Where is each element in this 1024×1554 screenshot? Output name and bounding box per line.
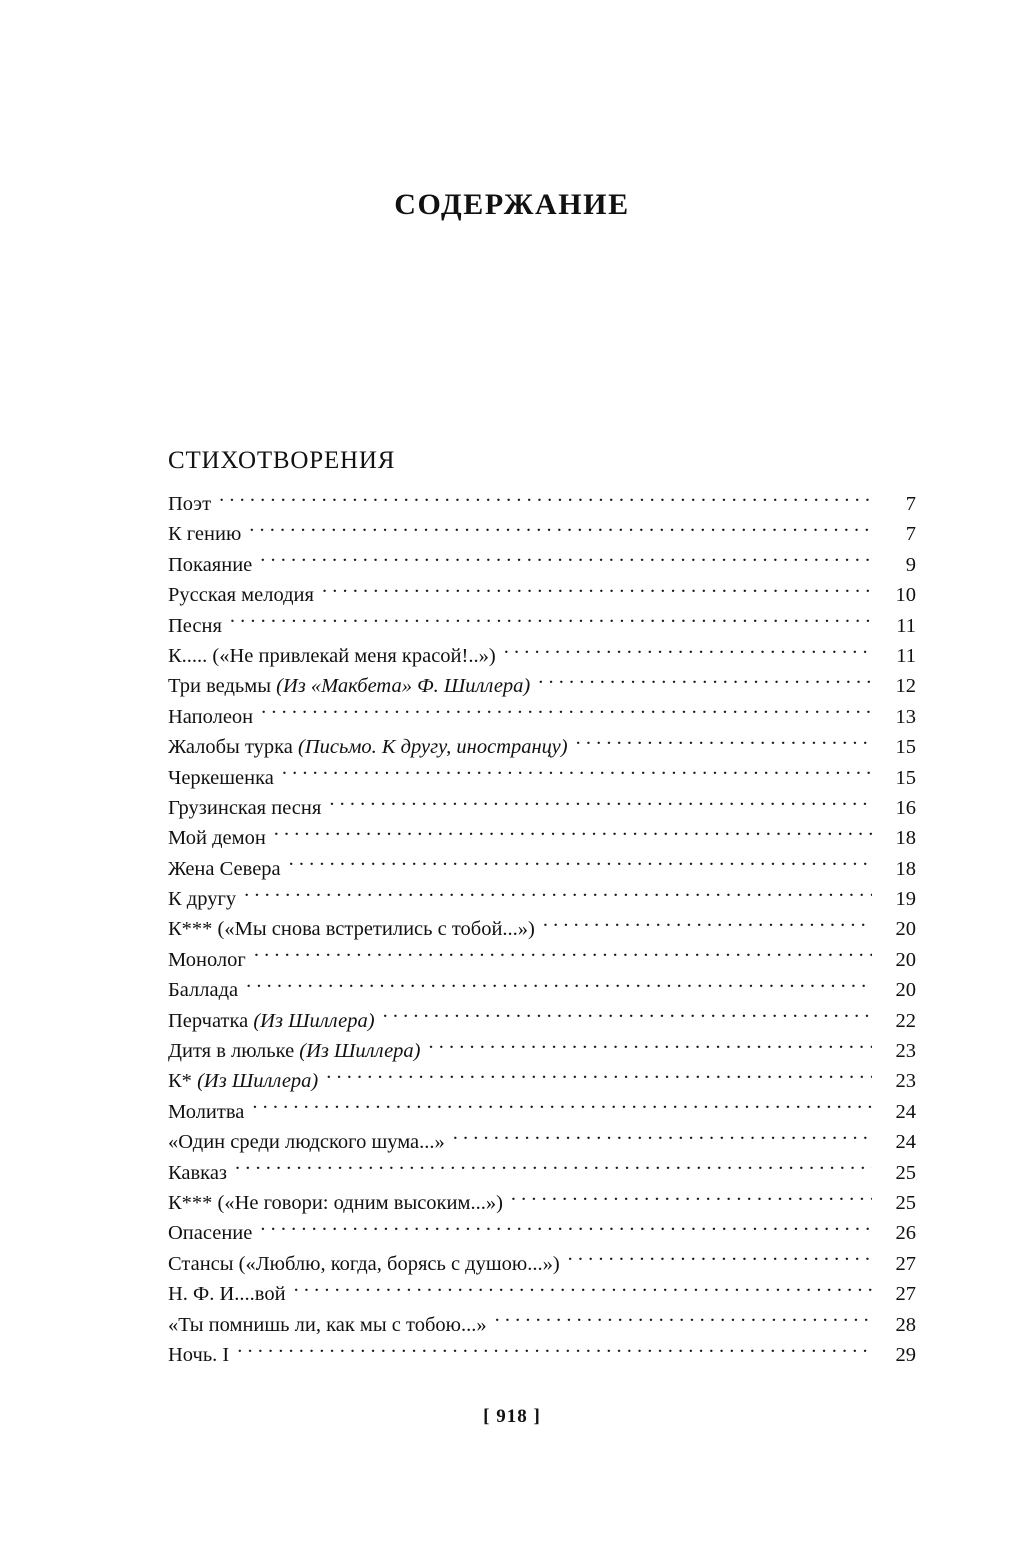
toc-entry-page-number: 13 — [895, 705, 916, 728]
toc-entry-title-text: Мой демон — [168, 827, 266, 850]
toc-entry-page-number: 20 — [895, 918, 916, 941]
toc-entry-title — [168, 763, 280, 793]
dot-leader — [235, 1158, 872, 1179]
toc-entry-page-number: 28 — [895, 1313, 916, 1336]
toc-entry[interactable] — [168, 550, 916, 580]
toc-entry-title — [168, 1127, 451, 1157]
dot-leader — [568, 1249, 872, 1270]
toc-entry-title — [168, 671, 536, 701]
toc-entry[interactable] — [168, 793, 916, 823]
toc-entry[interactable] — [168, 1279, 916, 1309]
dot-leader — [244, 885, 872, 906]
toc-entry-page-number: 19 — [895, 888, 916, 911]
toc-entry[interactable] — [168, 763, 916, 793]
dot-leader — [495, 1310, 872, 1331]
toc-entry-page-number: 23 — [895, 1070, 916, 1093]
toc-entry-page-number: 18 — [895, 857, 916, 880]
page-title: СОДЕРЖАНИЕ — [394, 188, 630, 222]
toc-entry[interactable] — [168, 914, 916, 944]
toc-entry-title — [168, 823, 272, 853]
toc-entry-title-text: Молитва — [168, 1100, 245, 1123]
toc-entry-title-text: К другу — [168, 888, 237, 911]
toc-entry-title — [168, 611, 228, 641]
toc-entry-page-number: 26 — [895, 1222, 916, 1245]
toc-entry[interactable] — [168, 1310, 916, 1340]
toc-entry-title — [168, 1279, 292, 1309]
toc-entry-title — [168, 732, 574, 762]
toc-entry-page-number: 20 — [895, 979, 916, 1002]
toc-entry[interactable] — [168, 1127, 916, 1157]
toc-entry-title — [168, 702, 259, 732]
toc-entry-title — [168, 1340, 235, 1370]
toc-entry-page-number: 7 — [905, 493, 916, 515]
toc-entry[interactable] — [168, 945, 916, 975]
dot-leader — [282, 763, 872, 784]
toc-entry-title-text: Грузинская песня — [168, 796, 322, 819]
dot-leader — [429, 1037, 873, 1058]
toc-entry-title-text: Н. Ф. И....вой — [168, 1283, 286, 1306]
dot-leader — [326, 1067, 872, 1088]
toc-entry-title-text: Три ведьмы — [168, 675, 277, 698]
toc-entry-page-number: 23 — [895, 1040, 916, 1063]
toc-entry-title-text: К*** («Не говори: одним высоким...») — [168, 1191, 503, 1214]
toc-entry[interactable] — [168, 671, 916, 701]
toc-entry-title-text: К гению — [168, 523, 242, 546]
toc-entry-title — [168, 1158, 233, 1188]
toc-entry-title-text: Баллада — [168, 979, 239, 1002]
toc-entry-title — [168, 914, 541, 944]
toc-entry[interactable] — [168, 823, 916, 853]
toc-entry-subtitle: (Из Шиллера) — [253, 1009, 375, 1032]
toc-entry-title — [168, 854, 287, 884]
toc-entry-page-number: 20 — [895, 948, 916, 971]
toc-entry-title-text: Стансы («Люблю, когда, борясь с душою...») — [168, 1252, 560, 1275]
dot-leader — [504, 641, 872, 662]
toc-entry-title-text: К*** («Мы снова встретились с тобой...») — [168, 918, 535, 941]
dot-leader — [260, 1219, 872, 1240]
toc-entry[interactable] — [168, 1188, 916, 1218]
toc-entry-page-number: 22 — [895, 1009, 916, 1032]
toc-entry[interactable] — [168, 611, 916, 641]
dot-leader — [260, 550, 872, 571]
toc-entry-title — [168, 519, 247, 549]
toc-entry-title — [168, 1188, 509, 1218]
dot-leader — [543, 915, 872, 936]
toc-entry-list — [168, 489, 916, 1370]
dot-leader — [246, 976, 872, 997]
toc-entry[interactable] — [168, 732, 916, 762]
toc-entry-title — [168, 1249, 566, 1279]
toc-entry[interactable] — [168, 1066, 916, 1096]
toc-entry-page-number: 18 — [895, 827, 916, 850]
toc-entry-title-text: Наполеон — [168, 705, 254, 728]
toc-entry[interactable] — [168, 975, 916, 1005]
dot-leader — [329, 793, 872, 814]
toc-entry-title-text: Покаяние — [168, 553, 253, 576]
toc-entry-title — [168, 1036, 427, 1066]
toc-entry[interactable] — [168, 1097, 916, 1127]
toc-entry-page-number: 16 — [895, 796, 916, 819]
dot-leader — [219, 490, 872, 511]
toc-entry[interactable] — [168, 489, 916, 519]
toc-entry[interactable] — [168, 1006, 916, 1036]
dot-leader — [289, 854, 872, 875]
toc-entry-subtitle: (Письмо. К другу, иностранцу) — [298, 736, 568, 759]
toc-entry-page-number: 12 — [895, 675, 916, 698]
toc-entry-title-text: Дитя в люльке — [168, 1040, 300, 1063]
toc-entry-title-text: К..... («Не привлекай меня красой!..») — [168, 644, 496, 667]
toc-entry-page-number: 10 — [895, 584, 916, 607]
toc-content — [168, 448, 916, 1370]
toc-entry-title-text: Черкешенка — [168, 766, 274, 789]
dot-leader — [261, 702, 872, 723]
dot-leader — [322, 581, 872, 602]
dot-leader — [576, 733, 872, 754]
toc-entry[interactable] — [168, 1218, 916, 1248]
toc-entry[interactable] — [168, 580, 916, 610]
toc-entry-title-text: Опасение — [168, 1222, 253, 1245]
toc-entry-title-text: К* — [168, 1070, 198, 1093]
toc-entry-subtitle: (Из Шиллера) — [299, 1040, 421, 1063]
toc-entry-title — [168, 945, 252, 975]
toc-entry-page-number: 25 — [895, 1191, 916, 1214]
dot-leader — [230, 611, 872, 632]
toc-entry[interactable] — [168, 884, 916, 914]
dot-leader — [511, 1188, 872, 1209]
toc-entry-page-number: 24 — [895, 1131, 916, 1154]
toc-entry-title-text: «Ты помнишь ли, как мы с тобою...» — [168, 1313, 487, 1336]
toc-entry-title-text: Кавказ — [168, 1161, 228, 1184]
page-folio: [ 918 ] — [483, 1406, 541, 1427]
toc-entry[interactable] — [168, 1340, 916, 1370]
toc-entry[interactable] — [168, 1158, 916, 1188]
dot-leader — [254, 945, 872, 966]
toc-entry-title — [168, 641, 502, 671]
toc-entry-title — [168, 1218, 258, 1248]
toc-entry-title — [168, 550, 258, 580]
toc-entry-page-number: 9 — [905, 553, 916, 576]
toc-entry-title — [168, 489, 217, 519]
dot-leader — [249, 520, 872, 541]
dot-leader — [383, 1006, 872, 1027]
toc-entry-subtitle: (Из Шиллера) — [197, 1070, 319, 1093]
section-heading-poems: СТИХОТВОРЕНИЯ — [168, 447, 396, 474]
toc-entry-page-number: 7 — [905, 523, 916, 546]
toc-entry-page-number: 27 — [895, 1252, 916, 1275]
dot-leader — [538, 672, 872, 693]
toc-entry-title-text: Песня — [168, 614, 222, 637]
toc-entry-page-number: 15 — [895, 736, 916, 759]
toc-entry-page-number: 24 — [895, 1100, 916, 1123]
toc-entry-title — [168, 975, 244, 1005]
toc-entry[interactable] — [168, 1249, 916, 1279]
dot-leader — [252, 1097, 872, 1118]
toc-entry[interactable] — [168, 519, 916, 549]
toc-entry-page-number: 27 — [895, 1283, 916, 1306]
toc-entry-title-text: Русская мелодия — [168, 584, 314, 607]
dot-leader — [294, 1280, 872, 1301]
toc-entry[interactable] — [168, 854, 916, 884]
toc-entry-title — [168, 1097, 250, 1127]
dot-leader — [453, 1128, 872, 1149]
toc-entry-title-text: Монолог — [168, 948, 246, 971]
toc-entry-page-number: 25 — [895, 1161, 916, 1184]
toc-entry-title-text: Перчатка — [168, 1009, 254, 1032]
toc-entry-page-number: 11 — [896, 644, 916, 667]
toc-entry-title — [168, 1066, 324, 1096]
toc-entry-title — [168, 1310, 493, 1340]
toc-entry-title-text: Ночь. I — [168, 1343, 230, 1366]
toc-entry-page-number: 15 — [895, 766, 916, 789]
dot-leader — [274, 824, 872, 845]
toc-entry-title-text: «Один среди людского шума...» — [168, 1131, 445, 1154]
toc-entry[interactable] — [168, 1036, 916, 1066]
toc-entry-title — [168, 793, 327, 823]
toc-entry-title — [168, 580, 320, 610]
toc-entry-page-number: 29 — [895, 1343, 916, 1366]
dot-leader — [237, 1340, 872, 1361]
toc-entry[interactable] — [168, 702, 916, 732]
toc-entry-title-text: Поэт — [168, 493, 212, 515]
toc-entry-subtitle: (Из «Макбета» Ф. Шиллера) — [276, 675, 531, 698]
toc-entry-title-text: Жена Севера — [168, 857, 281, 880]
toc-entry-page-number: 11 — [896, 614, 916, 637]
toc-entry[interactable] — [168, 641, 916, 671]
toc-entry-title-text: Жалобы турка — [168, 736, 299, 759]
toc-entry-title — [168, 884, 242, 914]
toc-entry-title — [168, 1006, 381, 1036]
